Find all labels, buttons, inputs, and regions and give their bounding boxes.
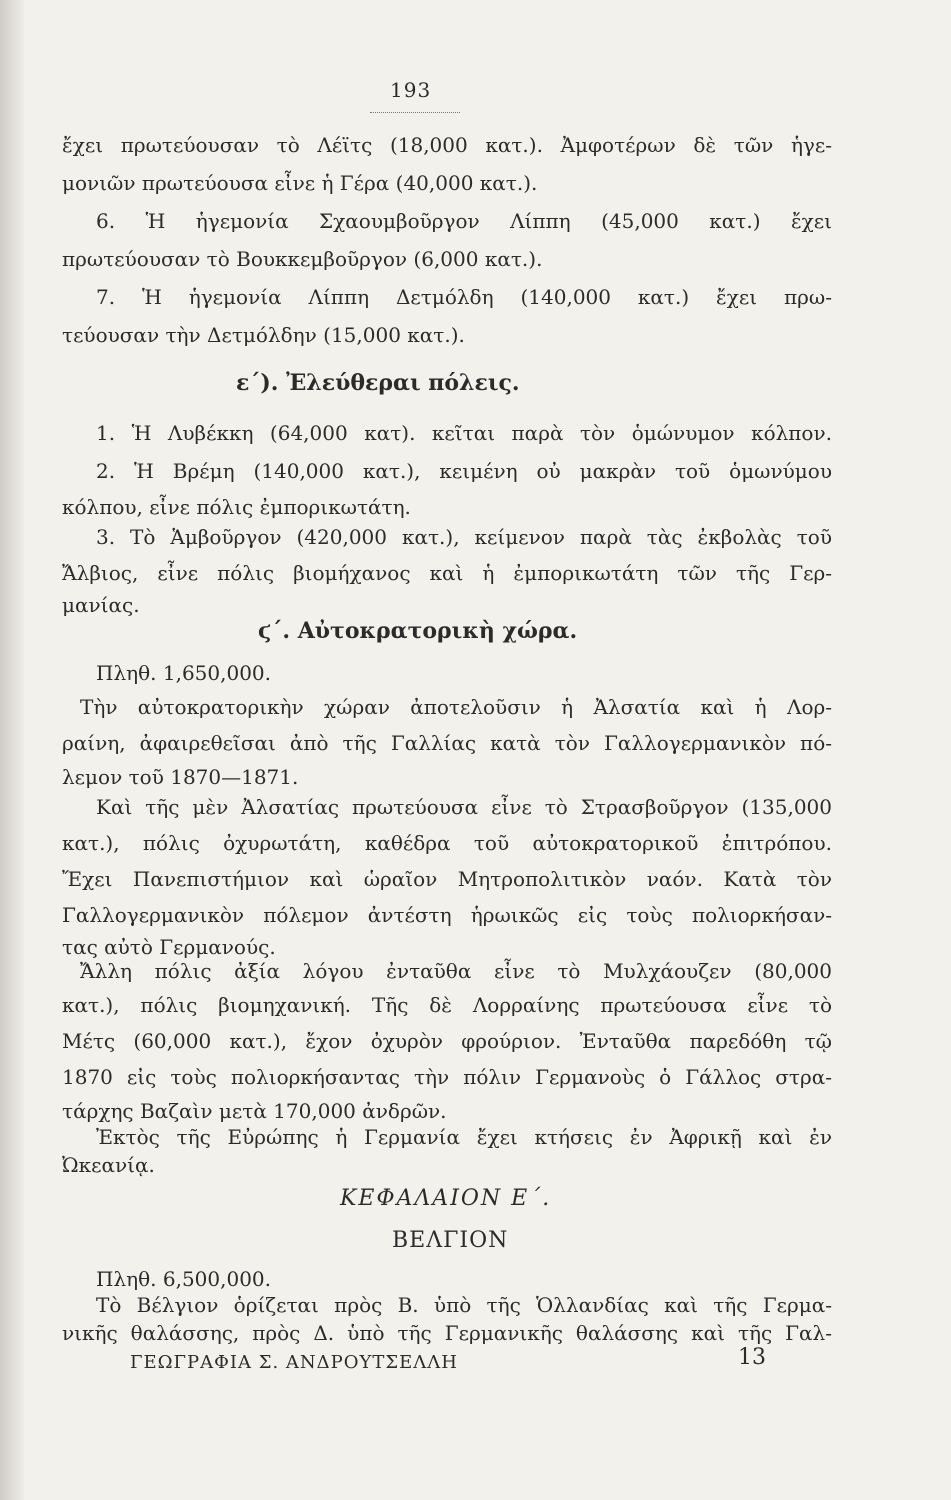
signature-mark: 13 xyxy=(738,1345,766,1370)
text-line: λεμον τοῦ 1870—1871. xyxy=(62,765,299,789)
text-line: τας αὐτὸ Γερμανούς. xyxy=(62,935,276,959)
text-line: Ἔχει Πανεπιστήμιον καὶ ὡραῖον Μητροπολιτικὸν ναόν. Κατὰ τὸν xyxy=(62,867,832,891)
text-line: Ἄλβιος, εἶνε πόλις βιομήχανος καὶ ἡ ἐμπορικωτάτη τῶν τῆς Γερ- xyxy=(62,561,832,585)
text-line: Μέτς (60,000 κατ.), ἔχον ὀχυρὸν φρούριον. Ἐνταῦθα παρεδόθη τῷ xyxy=(62,1029,832,1053)
text-line: κατ.), πόλις βιομηχανική. Τῆς δὲ Λορραίνης πρωτεύουσα εἶνε τὸ xyxy=(62,993,832,1017)
text-line: ἔχει πρωτεύουσαν τὸ Λέϊτς (18,000 κατ.). Ἀμφοτέρων δὲ τῶν ἡγε- xyxy=(62,133,832,157)
text-line: 6. Ἡ ἡγεμονία Σχαουμβοῦργον Λίππη (45,000 κατ.) ἔχει xyxy=(96,209,832,233)
text-line: 1870 εἰς τοὺς πολιορκήσαντας τὴν πόλιν Γερμανοὺς ὁ Γάλλος στρα- xyxy=(62,1065,832,1089)
page-gutter xyxy=(0,0,24,1500)
text-line: Ὠκεανίᾳ. xyxy=(62,1153,155,1177)
chapter-heading: ΚΕΦΑΛΑΙΟΝ Ε΄. xyxy=(340,1186,552,1211)
text-line: Ἐκτὸς τῆς Εὐρώπης ἡ Γερμανία ἔχει κτήσεις ἐν Ἀφρικῇ καὶ ἐν xyxy=(96,1125,832,1149)
text-line: τάρχης Βαζαὶν μετὰ 170,000 ἀνδρῶν. xyxy=(62,1099,447,1123)
text-line: Τὴν αὐτοκρατορικὴν χώραν ἀποτελοῦσιν ἡ Ἀλσατία καὶ ἡ Λορ- xyxy=(80,695,832,719)
text-line: 1. Ἡ Λυβέκκη (64,000 κατ). κεῖται παρὰ τὸν ὁμώνυμον κόλπον. xyxy=(96,421,832,445)
text-line: κόλπου, εἶνε πόλις ἐμπορικωτάτη. xyxy=(62,495,411,519)
text-line: πρωτεύουσαν τὸ Βουκκεμβοῦργον (6,000 κατ.). xyxy=(62,247,543,271)
page-number-rule xyxy=(370,112,460,113)
text-line: Πληθ. 6,500,000. xyxy=(96,1267,271,1291)
country-heading: ΒΕΛΓΙΟΝ xyxy=(392,1228,509,1253)
text-line: ραίνη, ἀφαιρεθεῖσαι ἀπὸ τῆς Γαλλίας κατὰ τὸν Γαλλογερμανικὸν πό- xyxy=(62,731,832,755)
text-line: νικῆς θαλάσσης, πρὸς Δ. ὑπὸ τῆς Γερμανικῆς θαλάσσης καὶ τῆς Γαλ- xyxy=(62,1321,832,1345)
text-line: Τὸ Βέλγιον ὁρίζεται πρὸς Β. ὑπὸ τῆς Ὁλλανδίας καὶ τῆς Γερμα- xyxy=(96,1293,832,1317)
text-line: Καὶ τῆς μὲν Ἀλσατίας πρωτεύουσα εἶνε τὸ Στρασβοῦργον (135,000 xyxy=(96,795,832,819)
text-line: Ἄλλη πόλις ἀξία λόγου ἐνταῦθα εἶνε τὸ Μυλχάουζεν (80,000 xyxy=(80,959,832,983)
footer-title: ΓΕΩΓΡΑΦΙΑ Σ. ΑΝΔΡΟΥΤΣΕΛΛΗ xyxy=(130,1352,458,1373)
text-line: 2. Ἡ Βρέμη (140,000 κατ.), κειμένη οὐ μακρὰν τοῦ ὁμωνύμου xyxy=(96,459,832,483)
section-heading: ϛ΄. Αὐτοκρατορικὴ χώρα. xyxy=(258,618,578,644)
section-heading: ε΄). Ἐλεύθεραι πόλεις. xyxy=(236,370,520,396)
text-line: Πληθ. 1,650,000. xyxy=(96,661,271,685)
text-line: κατ.), πόλις ὀχυρωτάτη, καθέδρα τοῦ αὐτοκρατορικοῦ ἐπιτρόπου. xyxy=(62,831,832,855)
text-line: τεύουσαν τὴν Δετμόλδην (15,000 κατ.). xyxy=(62,323,465,347)
text-line: μανίας. xyxy=(62,593,140,617)
text-line: μονιῶν πρωτεύουσα εἶνε ἡ Γέρα (40,000 κατ.). xyxy=(62,171,538,195)
text-line: 3. Τὸ Ἁμβοῦργον (420,000 κατ.), κείμενον παρὰ τὰς ἐκβολὰς τοῦ xyxy=(96,525,832,549)
page-number: 193 xyxy=(390,78,432,102)
text-line: 7. Ἡ ἡγεμονία Λίππη Δετμόλδη (140,000 κατ.) ἔχει πρω- xyxy=(96,285,832,309)
text-line: Γαλλογερμανικὸν πόλεμον ἀντέστη ἡρωικῶς εἰς τοὺς πολιορκήσαν- xyxy=(62,903,832,927)
